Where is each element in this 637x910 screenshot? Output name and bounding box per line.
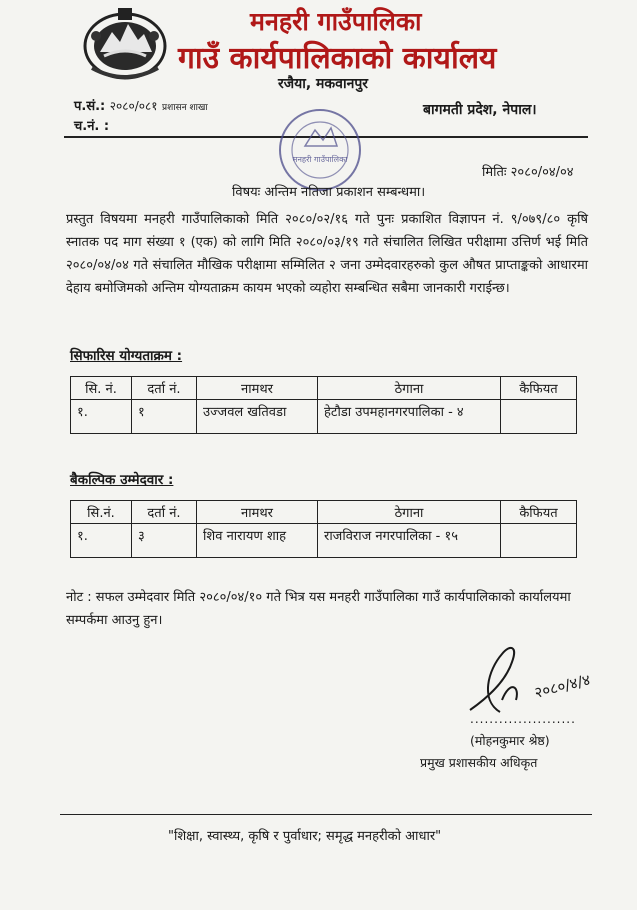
col-reg-no: दर्ता नं. [132,501,197,524]
col-serial: सि.नं. [71,501,132,524]
alternate-heading: बैकल्पिक उम्मेदवार : [70,472,174,488]
footer-divider [60,814,592,815]
signer-name: (मोहनकुमार श्रेष्ठ) [470,733,550,748]
cell-name: उज्जवल खतिवडा [197,400,318,434]
table-row [71,400,577,434]
note-text: नोट : सफल उम्मेदवार मिति २०८०/०४/१० गते भित्र यस मनहरी गाउँपालिका गाउँ कार्यपालिकाको कार्यालयमा सम्पर्कमा आउनु हुन। [66,590,571,628]
ref-label: प.सं.: [74,99,106,114]
cell-reg-no: १ [132,400,197,434]
nepal-emblem-icon [82,6,168,80]
table-header-row [71,501,577,524]
recommended-table [70,376,577,434]
cell-reg-no: ३ [132,524,197,558]
alternate-table [70,500,577,558]
col-address: ठेगाना [318,501,501,524]
table-header-row [71,377,577,400]
office-name: गाउँ कार्यपालिकाको कार्यालय [178,41,497,76]
province: बागमती प्रदेश, नेपाल। [423,102,537,118]
signature-date: २०८०/४/४ [532,670,593,702]
cell-address: राजविराज नगरपालिका - १५ [318,524,501,558]
cell-remarks [501,400,577,434]
signer-designation: प्रमुख प्रशासकीय अधिकृत [420,755,538,770]
cell-serial: १. [71,524,132,558]
office-stamp-icon [275,106,365,194]
org-name: मनहरी गाउँपालिका [250,7,422,36]
col-reg-no: दर्ता नं. [132,377,197,400]
col-name: नामथर [197,377,318,400]
col-name: नामथर [197,501,318,524]
ref-section: प्रशासन शाखा [162,103,208,113]
col-serial: सि. नं. [71,377,132,400]
table-row [71,524,577,558]
dispatch-number: च.नं. : [74,119,110,134]
signature-icon [440,640,600,720]
col-remarks: कैफियत [501,501,577,524]
ref-value: २०८०/०८१ [109,99,158,113]
col-address: ठेगाना [318,377,501,400]
recommended-heading: सिफारिस योग्यताक्रम : [70,348,183,364]
col-remarks: कैफियत [501,377,577,400]
cell-name: शिव नारायण शाह [197,524,318,558]
letter-body: प्रस्तुत विषयमा मनहरी गाउँपालिकाको मिति २०८०/०२/१६ गते पुनः प्रकाशित विज्ञापन नं. ९/०७९/८० कृषि स्नातक पद माग संख्या १ (एक) को लागि मिति २०८०/०३/१९ गते संचालित लिखित परीक्षामा उत्तिर्ण भई मिति २०८०/०४/०४ गते संचालित मौखिक परीक्षामा सम्मिलित २ जना उम्मेदवारहरुको कुल औषत प्राप्ताङ्कको आधारमा देहाय बमोजिमको अन्तिम योग्यताक्रम कायम भएको व्यहोरा सम्बन्धित सबैमा जानकारी गराईन्छ। [66,212,588,296]
cell-address: हेटौडा उपमहानगरपालिका - ४ [318,400,501,434]
stamp-text: मनहरी गाउँपालिका [292,155,348,164]
cell-remarks [501,524,577,558]
letter-date: मितिः २०८०/०४/०४ [482,165,574,180]
cell-serial: १. [71,400,132,434]
office-address: रजैया, मकवानपुर [278,76,369,92]
footer-motto: "शिक्षा, स्वास्थ्य, कृषि र पुर्वाधार; समृद्ध मनहरीको आधार" [168,829,442,844]
signature-line: ...................... [470,712,576,726]
reference-number [74,96,208,114]
letter-subject: विषयः अन्तिम नतिजा प्रकाशन सम्बन्धमा। [232,185,426,200]
